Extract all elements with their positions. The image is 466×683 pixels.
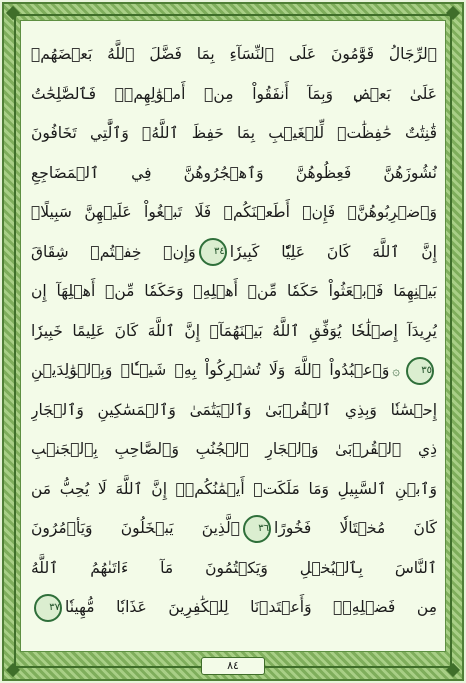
rub-el-hizb-icon: ۞ <box>392 364 400 379</box>
verse-line <box>31 351 437 391</box>
ayah-number-marker: ٣٧ <box>34 594 62 622</box>
ayah-number-marker: ٣٦ <box>243 515 271 543</box>
ayah-number-marker: ٣٤ <box>199 238 227 266</box>
line-text: وَإِنۡ خِفۡتُمۡ شِقَاقَ <box>31 242 196 261</box>
line-text: كَانَ مُخۡتَالٗا فَخُورًا <box>274 519 437 537</box>
line-text: مِن فَضۡلِهِۦۗ وَأَعۡتَدۡنَا لِلۡكَٰفِرِينَ عَذَابٗا مُّهِينٗا <box>65 598 437 616</box>
line-text: بَيۡنِهِمَا فَٱبۡعَثُواْ حَكَمٗا مِّنۡ أَهۡلِهِۦ وَحَكَمٗا مِّنۡ أَهۡلِهَآ إِن <box>31 282 437 300</box>
line-text: إِنَّ ٱللَّهَ كَانَ عَلِيّٗا كَبِيرٗا <box>229 242 437 261</box>
page-number: ٨٤ <box>201 657 265 675</box>
page-footer <box>0 654 466 676</box>
line-text: يُرِيدَآ إِصۡلَٰحٗا يُوَفِّقِ ٱللَّهُ بَيۡنَهُمَآۗ إِنَّ ٱللَّهَ كَانَ عَلِيمًا خَبِيرٗا <box>31 321 437 340</box>
line-text: ٱلَّذِينَ يَبۡخَلُونَ وَيَأۡمُرُونَ <box>31 519 241 537</box>
verse-line <box>31 75 437 115</box>
line-text: ٱلرِّجَالُ قَوَّٰمُونَ عَلَى ٱلنِّسَآءِ بِمَا فَضَّلَ ٱللَّهُ بَعۡضَهُمۡ <box>31 45 437 63</box>
verse-line <box>31 114 437 154</box>
line-text: وَٱضۡرِبُوهُنَّۖ فَإِنۡ أَطَعۡنَكُمۡ فَلَا تَبۡغُواْ عَلَيۡهِنَّ سَبِيلًاۗ <box>31 203 437 221</box>
verse-line <box>31 470 437 510</box>
verse-line <box>31 272 437 312</box>
verse-line <box>31 391 437 431</box>
line-text: ذِي ٱلۡقُرۡبَىٰ وَٱلۡجَارِ ٱلۡجُنُبِ وَٱلصَّاحِبِ بِٱلۡجَنۢبِ <box>31 440 437 458</box>
verse-line <box>31 233 437 273</box>
line-text: وَٱعۡبُدُواْ ٱللَّهَ وَلَا تُشۡرِكُواْ بِهِۦ شَيۡـٔٗاۖ وَبِٱلۡوَٰلِدَيۡنِ <box>31 361 390 379</box>
verse-line <box>31 193 437 233</box>
line-text: ٱلنَّاسَ بِٱلۡبُخۡلِ وَيَكۡتُمُونَ مَآ ءَاتَىٰهُمُ ٱللَّهُ <box>31 558 437 577</box>
line-text: إِحۡسَٰنٗا وَبِذِي ٱلۡقُرۡبَىٰ وَٱلۡيَتَٰمَىٰ وَٱلۡمَسَٰكِينِ وَٱلۡجَارِ <box>31 400 437 419</box>
verse-line <box>31 430 437 470</box>
ayah-number-marker: ٣٥ <box>406 357 434 385</box>
line-text: نُشُوزَهُنَّ فَعِظُوهُنَّ وَٱهۡجُرُوهُنَّ فِي ٱلۡمَضَاجِعِ <box>31 163 437 182</box>
verse-line <box>31 35 437 75</box>
verse-line <box>31 509 437 549</box>
verse-lines <box>31 35 437 628</box>
line-text: عَلَىٰ بَعۡضٖ وَبِمَآ أَنفَقُواْ مِنۡ أَمۡوَٰلِهِمۡۚ فَٱلصَّٰلِحَٰتُ <box>31 84 437 103</box>
verse-line <box>31 312 437 352</box>
verse-line <box>31 549 437 589</box>
text-panel <box>20 20 446 652</box>
line-text: وَٱبۡنِ ٱلسَّبِيلِ وَمَا مَلَكَتۡ أَيۡمَٰنُكُمۡۗ إِنَّ ٱللَّهَ لَا يُحِبُّ مَن <box>31 479 437 498</box>
verse-line <box>31 154 437 194</box>
verse-line <box>31 588 437 628</box>
line-text: قَٰنِتَٰتٌ حَٰفِظَٰتٞ لِّلۡغَيۡبِ بِمَا حَفِظَ ٱللَّهُۚ وَٱلَّٰتِي تَخَافُونَ <box>31 124 437 142</box>
